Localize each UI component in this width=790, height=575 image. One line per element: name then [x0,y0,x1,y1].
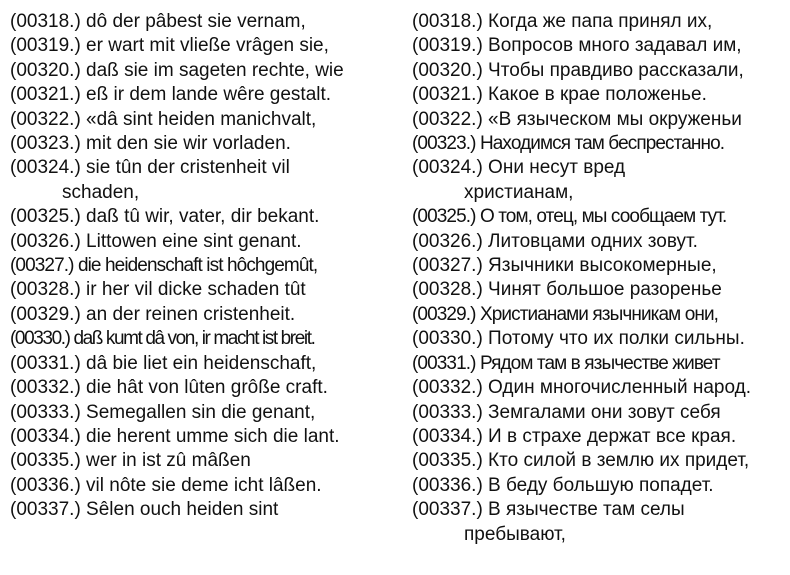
verse-line-00320-de: (00320.) daß sie im sageten rechte, wie [10,59,344,81]
verse-line-00330-ru: (00330.) Потому что их полки сильны. [412,328,745,350]
verse-line-00337-ru-continuation: пребывают, [464,523,566,545]
verse-line-00331-de: (00331.) dâ bie liet ein heidenschaft, [10,352,317,374]
verse-line-00337-de: (00337.) Sêlen ouch heiden sint [10,499,279,521]
verse-line-00321-ru: (00321.) Какое в крае положенье. [412,84,707,106]
verse-line-00322-de: (00322.) «dâ sint heiden manichvalt, [10,108,317,130]
verse-line-00324-de: (00324.) sie tûn der cristenheit vil [10,157,290,179]
verse-line-00323-de: (00323.) mit den sie wir vorladen. [10,133,291,155]
verse-line-00321-de: (00321.) eß ir dem lande wêre gestalt. [10,84,332,106]
verse-line-00320-ru: (00320.) Чтобы правдиво рассказали, [412,59,744,81]
verse-line-00327-ru: (00327.) Язычники высокомерные, [412,255,717,277]
verse-line-00327-de: (00327.) die heidenschaft ist hôchgemût, [10,255,318,277]
verse-line-00326-ru: (00326.) Литовцами одних зовут. [412,230,698,252]
verse-line-00332-ru: (00332.) Один многочисленный народ. [412,377,752,399]
verse-line-00325-ru: (00325.) О том, отец, мы сообщаем тут. [412,206,727,228]
verse-line-00335-ru: (00335.) Кто силой в землю их придет, [412,450,750,472]
verse-line-00336-de: (00336.) vil nôte sie deme icht lâßen. [10,474,322,496]
verse-line-00335-de: (00335.) wer in ist zû mâßen [10,450,251,472]
verse-line-00334-de: (00334.) die herent umme sich die lant. [10,425,340,447]
verse-line-00328-de: (00328.) ir her vil dicke schaden tût [10,279,306,301]
verse-line-00329-de: (00329.) an der reinen cristenheit. [10,303,296,325]
verse-line-00329-ru: (00329.) Христианами язычникам они, [412,303,719,325]
russian-text-column [412,10,782,547]
verse-line-00323-ru: (00323.) Находимся там беспрестанно. [412,133,725,155]
verse-line-00324-ru: (00324.) Они несут вред [412,157,626,179]
verse-line-00332-de: (00332.) die hât von lûten grôße craft. [10,377,328,399]
verse-line-00322-ru: (00322.) «В языческом мы окруженьи [412,108,742,130]
verse-line-00333-de: (00333.) Semegallen sin die genant, [10,401,316,423]
verse-line-00336-ru: (00336.) В беду большую попадет. [412,474,714,496]
verse-line-00319-ru: (00319.) Вопросов много задавал им, [412,35,742,57]
verse-line-00326-de: (00326.) Littowen eine sint genant. [10,230,302,252]
verse-line-00319-de: (00319.) er wart mit vließe vrâgen sie, [10,35,329,57]
verse-line-00324-ru-continuation: христианам, [464,181,574,203]
verse-line-00325-de: (00325.) daß tû wir, vater, dir bekant. [10,206,320,228]
verse-line-00334-ru: (00334.) И в страхе держат все края. [412,425,737,447]
verse-line-00337-ru: (00337.) В язычестве там селы [412,499,685,521]
verse-line-00318-ru: (00318.) Когда же папа принял их, [412,11,713,32]
verse-line-00333-ru: (00333.) Земгалами они зовут себя [412,401,721,423]
verse-line-00331-ru: (00331.) Рядом там в язычестве живет [412,352,720,374]
verse-line-00330-de: (00330.) daß kumt dâ von, ir macht ist breit. [10,328,315,350]
verse-line-00318-de: (00318.) dô der pâbest sie vernam, [10,11,306,32]
verse-line-00328-ru: (00328.) Чинят большое разоренье [412,279,722,301]
verse-line-00324-de-continuation: schaden, [62,181,140,203]
german-text-column [10,10,395,523]
